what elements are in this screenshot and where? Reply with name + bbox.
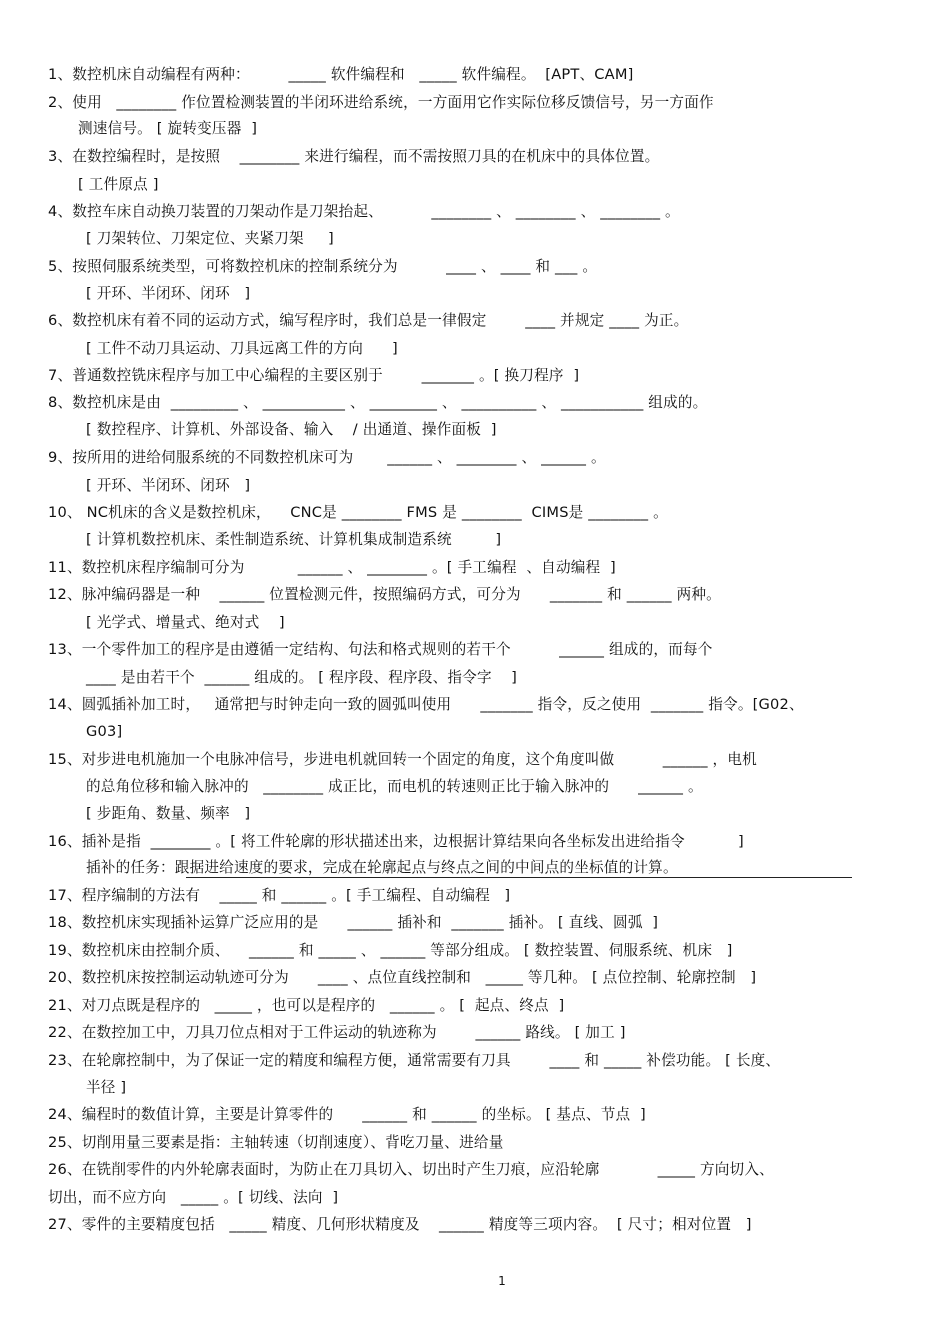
question-26: 26、在铣削零件的内外轮廓表面时，为防止在刀具切入、切出时产生刀痕，应沿轮廓 _____ 方向切入、 xyxy=(48,1161,774,1178)
question-14: 14、圆弧插补加工时， 通常把与时钟走向一致的圆弧叫使用 _______ 指令，反之使用 _______ 指令。[G02、 xyxy=(48,696,804,713)
question-10: 10、 NC机床的含义是数控机床， CNC是 ________ FMS 是 ________ CIMS是 ________ 。 xyxy=(48,504,668,521)
question-3: 3、在数控编程时，是按照 ________ 来进行编程，而不需按照刀具的在机床中的具体位置。 xyxy=(48,148,660,165)
question-5: 5、按照伺服系统类型，可将数控机床的控制系统分为 ____ 、 ____ 和 ___ 。 xyxy=(48,258,598,275)
question-2-answer: 测速信号。 [ 旋转变压器 ] xyxy=(78,120,258,137)
question-13: 13、一个零件加工的程序是由遵循一定结构、句法和格式规则的若干个 ______ 组成的，而每个 xyxy=(48,641,713,658)
question-5-answer: [ 开环、半闭环、闭环 ] xyxy=(86,285,251,302)
question-20: 20、数控机床按控制运动轨迹可分为 ____ 、点位直线控制和 _____ 等几种。 [ 点位控制、轮廓控制 ] xyxy=(48,969,757,986)
question-24: 24、编程时的数值计算，主要是计算零件的 ______ 和 ______ 的坐标。 [ 基点、节点 ] xyxy=(48,1106,646,1123)
question-10-answer: [ 计算机数控机床、柔性制造系统、计算机集成制造系统 ] xyxy=(86,531,502,548)
question-9-answer: [ 开环、半闭环、闭环 ] xyxy=(86,477,251,494)
question-16: 16、插补是指 ________ 。[ 将工件轮廓的形状描述出来，边根据计算结果向各坐标发出进给指令 ] xyxy=(48,833,744,850)
question-19: 19、数控机床由控制介质、 ______ 和 _____ 、 ______ 等部分组成。 [ 数控装置、伺服系统、机床 ] xyxy=(48,942,733,959)
question-3-answer: [ 工件原点 ] xyxy=(78,176,159,193)
question-13-cont: ____ 是由若干个 ______ 组成的。 [ 程序段、程序段、指令字 ] xyxy=(86,669,518,686)
question-6-answer: [ 工件不动刀具运动、刀具远离工件的方向 ] xyxy=(86,340,398,357)
question-12-answer: [ 光学式、增量式、绝对式 ] xyxy=(86,614,285,631)
question-15: 15、对步进电机施加一个电脉冲信号，步进电机就回转一个固定的角度，这个角度叫做 ______ ，电机 xyxy=(48,751,757,768)
question-15-cont: 的总角位移和输入脉冲的 ________ 成正比，而电机的转速则正比于输入脉冲的 ______ 。 xyxy=(86,778,703,795)
question-4: 4、数控车床自动换刀装置的刀架动作是刀架抬起、 ________ 、 ________ 、 ________ 。 xyxy=(48,203,680,220)
question-1: 1、数控机床自动编程有两种： _____ 软件编程和 _____ 软件编程。 [APT、CAM] xyxy=(48,66,634,83)
question-23: 23、在轮廓控制中，为了保证一定的精度和编程方便，通常需要有刀具 ____ 和 _____ 补偿功能。 [ 长度、 xyxy=(48,1052,781,1069)
question-17: 17、程序编制的方法有 _____ 和 ______ 。[ 手工编程、自动编程 ] xyxy=(48,887,511,904)
question-16-note: 插补的任务：跟据进给速度的要求，完成在轮廓起点与终点之间的中间点的坐标值的计算。 xyxy=(86,859,678,876)
question-14-cont: G03] xyxy=(86,723,123,740)
question-25: 25、切削用量三要素是指：主轴转速（切削速度）、背吃刀量、进给量 xyxy=(48,1134,504,1151)
question-23-cont: 半径 ] xyxy=(86,1079,127,1096)
question-9: 9、按所用的进给伺服系统的不同数控机床可为 ______ 、 ________ 、 ______ 。 xyxy=(48,449,606,466)
question-4-answer: [ 刀架转位、刀架定位、夹紧刀架 ] xyxy=(86,230,334,247)
question-8: 8、数控机床是由 _________ 、 ___________ 、 _________ 、 __________ 、 ___________ 组成的。 xyxy=(48,394,708,411)
question-22: 22、在数控加工中，刀具刀位点相对于工件运动的轨迹称为 ______ 路线。 [ 加工 ] xyxy=(48,1024,626,1041)
question-6: 6、数控机床有着不同的运动方式，编写程序时，我们总是一律假定 ____ 并规定 ____ 为正。 xyxy=(48,312,689,329)
question-18: 18、数控机床实现插补运算广泛应用的是 ______ 插补和 _______ 插补。 [ 直线、圆弧 ] xyxy=(48,914,659,931)
page-number: 1 xyxy=(498,1274,506,1288)
question-8-answer: [ 数控程序、计算机、外部设备、输入 / 出通道、操作面板 ] xyxy=(86,421,497,438)
question-11: 11、数控机床程序编制可分为 ______ 、 ________ 。[ 手工编程 、自动编程 ] xyxy=(48,559,616,576)
question-15-answer: [ 步距角、数量、频率 ] xyxy=(86,805,251,822)
question-12: 12、脉冲编码器是一种 ______ 位置检测元件，按照编码方式，可分为 _______ 和 ______ 两种。 xyxy=(48,586,721,603)
note-underline xyxy=(186,877,852,878)
question-2: 2、使用 ________ 作位置检测装置的半闭环进给系统，一方面用它作实际位移反馈信号，另一方面作 xyxy=(48,94,714,111)
question-21: 21、对刀点既是程序的 _____ ，也可以是程序的 ______ 。 [ 起点、终点 ] xyxy=(48,997,565,1014)
question-26-cont: 切出，而不应方向 _____ 。[ 切线、法向 ] xyxy=(48,1189,339,1206)
question-27: 27、零件的主要精度包括 _____ 精度、几何形状精度及 ______ 精度等三项内容。 [ 尺寸；相对位置 ] xyxy=(48,1216,752,1233)
question-7: 7、普通数控铣床程序与加工中心编程的主要区别于 _______ 。[ 换刀程序 ] xyxy=(48,367,580,384)
